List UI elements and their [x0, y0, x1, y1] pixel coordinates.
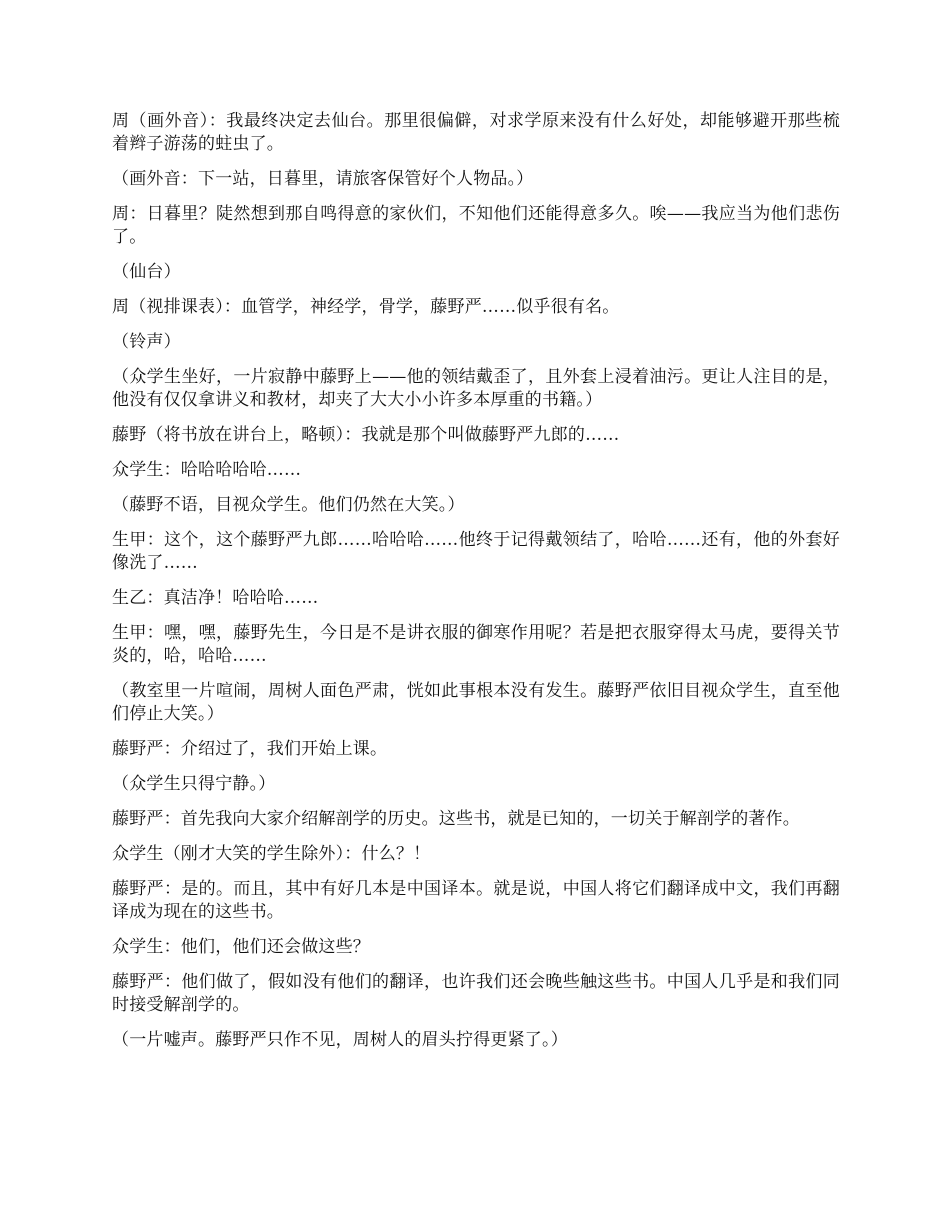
script-line-18: 藤野严：是的。而且，其中有好几本是中国译本。就是说，中国人将它们翻译成中文，我们再翻译成为现在的这些书。 — [112, 879, 840, 922]
script-line-11: 生乙：真洁净！哈哈哈…… — [112, 588, 319, 608]
script-line-5: （铃声） — [112, 332, 181, 352]
script-line-1: （画外音：下一站，日暮里，请旅客保管好个人物品。） — [112, 169, 534, 189]
script-line-17: 众学生（刚才大笑的学生除外）：什么？！ — [112, 844, 431, 864]
script-line-6: （众学生坐好，一片寂静中藤野上——他的领结戴歪了，且外套上浸着油污。更让人注目的是，他没有仅仅拿讲义和教材，却夹了大大小小许多本厚重的书籍。） — [112, 367, 840, 410]
script-line-8: 众学生：哈哈哈哈哈…… — [112, 460, 302, 480]
script-line-21: （一片嘘声。藤野严只作不见，周树人的眉头拧得更紧了。） — [112, 1030, 568, 1050]
script-line-10: 生甲：这个，这个藤野严九郎……哈哈哈……他终于记得戴领结了，哈哈……还有，他的外套好像洗了…… — [112, 530, 840, 573]
script-line-2: 周：日暮里？陡然想到那自鸣得意的家伙们，不知他们还能得意多久。唉——我应当为他们悲伤了。 — [112, 204, 840, 247]
script-line-19: 众学生：他们，他们还会做这些？ — [112, 937, 370, 957]
script-line-13: （教室里一片喧闹，周树人面色严肃，恍如此事根本没有发生。藤野严依旧目视众学生，直至他们停止大笑。） — [112, 681, 840, 724]
script-line-7: 藤野（将书放在讲台上，略顿）：我就是那个叫做藤野严九郎的…… — [112, 425, 620, 445]
script-line-3: （仙台） — [112, 262, 181, 282]
script-line-12: 生甲：嘿，嘿，藤野先生，今日是不是讲衣服的御寒作用呢？若是把衣服穿得太马虎，要得关节炎的，哈，哈哈…… — [112, 623, 840, 666]
script-line-15: （众学生只得宁静。） — [112, 774, 276, 794]
script-line-4: 周（视排课表）：血管学，神经学，骨学，藤野严……似乎很有名。 — [112, 297, 620, 317]
script-line-0: 周（画外音）：我最终决定去仙台。那里很偏僻，对求学原来没有什么好处，却能够避开那些梳着辫子游荡的蛀虫了。 — [112, 111, 840, 154]
script-line-16: 藤野严：首先我向大家介绍解剖学的历史。这些书，就是已知的，一切关于解剖学的著作。 — [112, 809, 800, 829]
script-line-14: 藤野严：介绍过了，我们开始上课。 — [112, 739, 388, 759]
document-body — [112, 110, 840, 1064]
script-line-9: （藤野不语，目视众学生。他们仍然在大笑。） — [112, 495, 465, 515]
script-line-20: 藤野严：他们做了，假如没有他们的翻译，也许我们还会晚些触这些书。中国人几乎是和我们同时接受解剖学的。 — [112, 972, 840, 1015]
